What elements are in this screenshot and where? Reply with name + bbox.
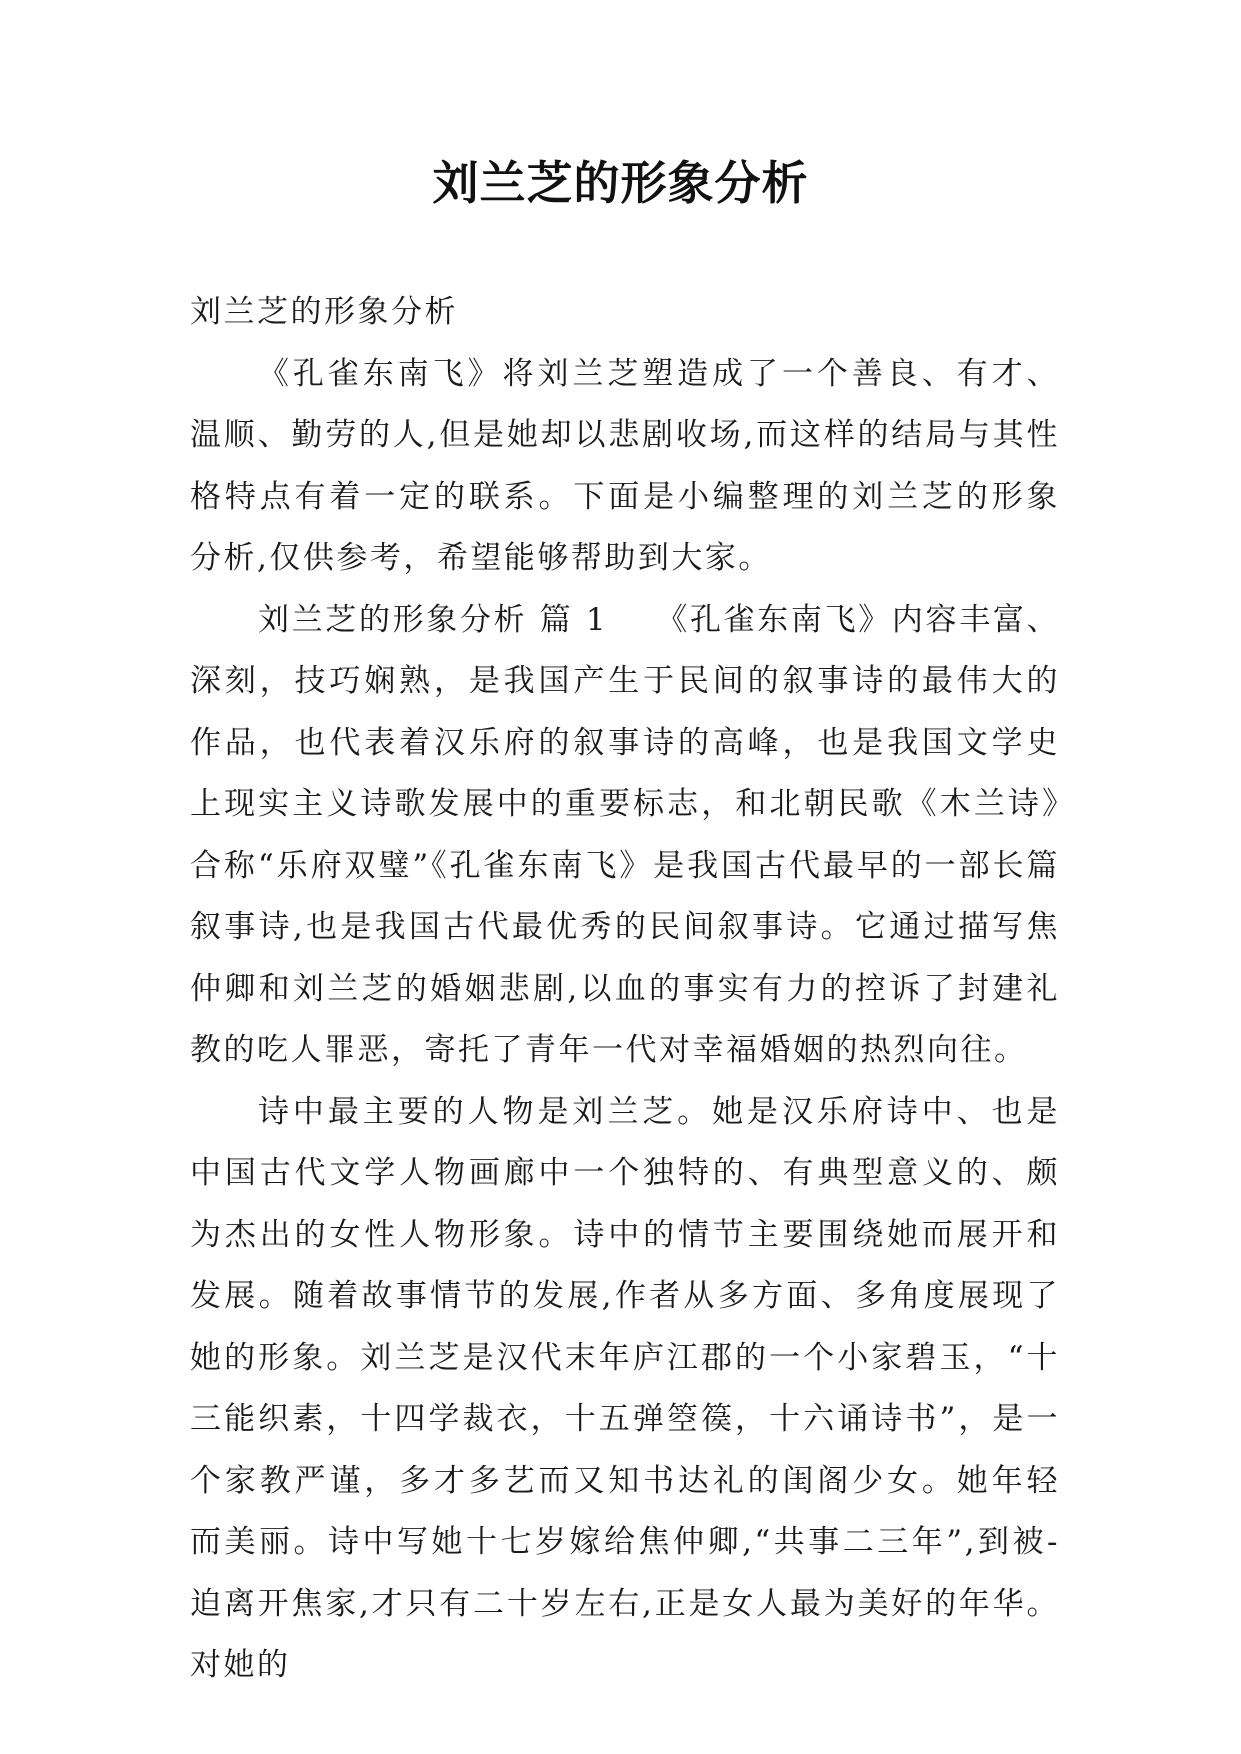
document-subtitle: 刘兰芝的形象分析 [190,294,458,330]
section-text: 《孔雀东南飞》内容丰富、深刻，技巧娴熟，是我国产生于民间的叙事诗的最伟大的作品，也代表着汉乐府的叙事诗的高峰，也是我国文学史上现实主义诗歌发展中的重要标志，和北朝民歌《木兰诗》合称“乐府双璧”《孔雀东南飞》是我国古代最早的一部长篇叙事诗,也是我国古代最优秀的民间叙事诗。它通过描写焦仲卿和刘兰芝的婚姻悲剧,以血的事实有力的控诉了封建礼教的吃人罪恶，寄托了青年一代对幸福婚姻的热烈向往。 [190,601,1060,1068]
intro-paragraph: 《孔雀东南飞》将刘兰芝塑造成了一个善良、有才、温顺、勤劳的人,但是她却以悲剧收场,而这样的结局与其性格特点有着一定的联系。下面是小编整理的刘兰芝的形象分析,仅供参考，希望能够帮助到大家。 [190,355,1060,576]
section-paragraph [190,590,1060,1082]
document-title: 刘兰芝的形象分析 [432,156,809,210]
document-body [190,282,1060,1697]
section-heading: 刘兰芝的形象分析 篇 1 [258,601,609,638]
body-paragraph: 诗中最主要的人物是刘兰芝。她是汉乐府诗中、也是中国古代文学人物画廊中一个独特的、有典型意义的、颇为杰出的女性人物形象。诗中的情节主要围绕她而展开和发展。随着故事情节的发展,作者从多方面、多角度展现了她的形象。刘兰芝是汉代末年庐江郡的一个小家碧玉，“十三能织素，十四学裁衣，十五弹箜篌，十六诵诗书”，是一个家教严谨，多才多艺而又知书达礼的闺阁少女。她年轻而美丽。诗中写她十七岁嫁给焦仲卿,“共事二三年”,到被-迫离开焦家,才只有二十岁左右,正是女人最为美好的年华。对她的 [190,1093,1060,1683]
